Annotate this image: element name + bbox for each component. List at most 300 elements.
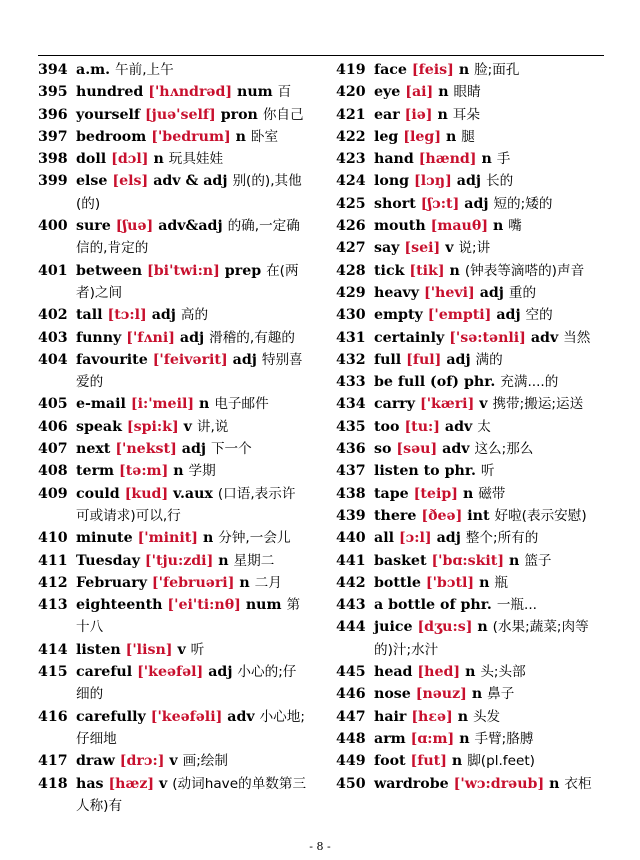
entry-number: 395 [38, 84, 68, 101]
entry-part-of-speech: v [445, 240, 454, 257]
entry-meaning: 午前,上午 [115, 62, 174, 78]
entry-phonetic: [juə'self] [144, 106, 216, 123]
entry-part-of-speech: adj [436, 530, 461, 547]
entry-number: 409 [38, 485, 68, 502]
entry-number: 394 [38, 62, 68, 78]
entry-word: tall [76, 307, 103, 324]
entry-part-of-speech: v [183, 418, 192, 435]
entry-number: 450 [336, 775, 366, 792]
entry-word: mouth [374, 218, 426, 235]
entry-phonetic: [sei] [404, 240, 441, 257]
entry-number: 408 [38, 463, 68, 480]
vocab-entry [38, 438, 308, 460]
entry-number: 447 [336, 708, 366, 725]
entry-word: bedroom [76, 128, 147, 145]
entry-word: careful [76, 664, 133, 681]
entry-phonetic: [els] [112, 173, 149, 190]
vocab-entry [38, 327, 308, 349]
entry-phonetic: [tu:] [404, 418, 440, 435]
entry-phonetic: ['wɔ:drəub] [453, 775, 545, 792]
entry-number: 441 [336, 552, 366, 569]
vocab-entry [336, 126, 606, 148]
vocab-entry [38, 572, 308, 594]
entry-meaning: 画;绘制 [182, 753, 228, 770]
entry-phonetic: ['ei'ti:nθ] [167, 597, 241, 614]
entry-meaning: 电子邮件 [214, 396, 269, 413]
vocab-entry [38, 750, 308, 772]
entry-number: 417 [38, 753, 68, 770]
vocab-entry [336, 683, 606, 705]
entry-number: 411 [38, 552, 68, 569]
entry-meaning: 当然 [563, 329, 591, 346]
entry-number: 415 [38, 664, 68, 681]
vocab-entry [336, 215, 606, 237]
entry-number: 445 [336, 664, 366, 681]
vocab-entry [336, 438, 606, 460]
entry-phonetic: [nəuz] [415, 686, 467, 703]
entry-part-of-speech: n [477, 619, 488, 636]
entry-number: 446 [336, 686, 366, 703]
entry-number: 412 [38, 574, 68, 591]
vocab-entry [336, 460, 606, 482]
entry-meaning: 说;讲 [458, 240, 491, 257]
entry-part-of-speech: n [218, 552, 229, 569]
entry-meaning: 头;头部 [480, 664, 526, 681]
entry-part-of-speech: n [446, 128, 457, 145]
entry-part-of-speech: n [202, 530, 214, 547]
vocab-entry [336, 483, 606, 505]
entry-word: head [374, 664, 413, 681]
entry-meaning: 好啦(表示安慰) [494, 507, 587, 524]
entry-meaning: 篮子 [524, 552, 552, 569]
entry-part-of-speech: n [458, 62, 470, 78]
entry-part-of-speech: phr. [460, 597, 492, 614]
vocab-entry [38, 59, 308, 81]
entry-number: 425 [336, 195, 366, 212]
entry-phonetic: [hed] [417, 664, 461, 681]
entry-number: 423 [336, 151, 366, 168]
entry-word: doll [76, 151, 107, 168]
entry-part-of-speech: num [237, 84, 273, 101]
entry-meaning: 听 [480, 463, 495, 480]
entry-meaning: 重的 [508, 284, 537, 301]
entry-phonetic: ['tju:zdi] [144, 552, 214, 569]
entry-phonetic: [hæz] [108, 775, 155, 792]
vocab-entry [38, 706, 308, 751]
entry-number: 414 [38, 641, 68, 658]
entry-number: 422 [336, 128, 366, 145]
entry-phonetic: ['keəfəl] [137, 664, 204, 681]
entry-word: next [76, 441, 111, 458]
entry-meaning: 脚(pl.feet) [467, 753, 535, 770]
entry-word: e-mail [76, 396, 126, 413]
entry-meaning: 的确,一定确信的,肯定的 [76, 218, 300, 257]
entry-phonetic: [dʒu:s] [417, 619, 473, 636]
entry-meaning: 二月 [254, 574, 282, 591]
entry-part-of-speech: n [549, 775, 560, 792]
entry-phonetic: ['lisn] [125, 641, 173, 658]
entry-meaning: 听 [190, 641, 205, 658]
entry-phonetic: [ful] [406, 351, 442, 368]
entry-meaning: 小心的;仔细的 [76, 664, 297, 703]
entry-word: listen to [374, 463, 440, 480]
entry-phonetic: [lɔŋ] [414, 173, 452, 190]
entry-number: 406 [38, 418, 68, 435]
entry-meaning: 满的 [475, 351, 503, 368]
entry-part-of-speech: v [169, 753, 178, 770]
entry-word: too [374, 418, 400, 435]
entry-meaning: 第十八 [76, 597, 301, 636]
entry-word: leg [374, 128, 399, 145]
entry-meaning: 头发 [472, 708, 501, 725]
entry-phonetic: [teip] [413, 485, 458, 502]
entry-part-of-speech: n [438, 84, 449, 101]
entry-part-of-speech: v.aux [173, 485, 213, 502]
entry-part-of-speech: n [509, 552, 520, 569]
vocab-entry [38, 550, 308, 572]
entry-part-of-speech: adj [446, 351, 471, 368]
entry-part-of-speech: n [462, 485, 474, 502]
entry-phonetic: ['februəri] [151, 574, 235, 591]
entry-word: term [76, 463, 115, 480]
entry-meaning: 嘴 [508, 218, 522, 235]
entry-number: 420 [336, 84, 366, 101]
vocab-entry [336, 59, 606, 81]
entry-phonetic: ['keəfəli] [150, 708, 223, 725]
entry-number: 401 [38, 262, 68, 279]
entry-meaning: 手臂;胳膊 [474, 730, 534, 747]
entry-number: 430 [336, 307, 366, 324]
entry-number: 418 [38, 775, 68, 792]
entry-number: 429 [336, 284, 366, 301]
vocab-entry [336, 237, 606, 259]
entry-part-of-speech: adv & adj [153, 173, 228, 190]
entry-meaning: 耳朵 [452, 106, 480, 123]
vocab-entry [336, 193, 606, 215]
entry-word: hundred [76, 84, 144, 101]
entry-meaning: 分钟,一会儿 [218, 530, 291, 547]
entry-phonetic: ['minit] [137, 530, 199, 547]
entry-phonetic: [ʃuə] [115, 218, 154, 235]
entry-meaning: 你自己 [262, 106, 304, 123]
entry-word: listen [76, 641, 121, 658]
entry-meaning: 滑稽的,有趣的 [209, 329, 295, 346]
entry-number: 437 [336, 463, 366, 480]
entry-number: 444 [336, 619, 366, 636]
entry-number: 449 [336, 753, 366, 770]
vocab-entry [38, 393, 308, 415]
entry-meaning: 鼻子 [487, 686, 515, 703]
entry-meaning: 衣柜 [564, 775, 592, 792]
entry-word: long [374, 173, 410, 190]
entry-word: short [374, 195, 416, 212]
entry-word: could [76, 485, 120, 502]
entry-part-of-speech: adj [181, 441, 206, 458]
vocab-entry [336, 616, 606, 661]
entry-meaning: 讲,说 [196, 418, 229, 435]
vocab-entry [38, 460, 308, 482]
entry-number: 404 [38, 351, 68, 368]
entry-number: 448 [336, 730, 366, 747]
entry-word: carry [374, 396, 416, 413]
vocab-entry [336, 170, 606, 192]
entry-phonetic: ['feivərit] [152, 351, 228, 368]
vocab-entry [336, 282, 606, 304]
vocab-entry [336, 773, 606, 795]
vocab-entry [336, 527, 606, 549]
vocab-entry [336, 349, 606, 371]
entry-word: favourite [76, 351, 148, 368]
entry-part-of-speech: prep [224, 262, 262, 279]
entry-part-of-speech: n [437, 106, 448, 123]
entry-word: draw [76, 753, 115, 770]
entry-meaning: 下一个 [210, 441, 252, 458]
vocab-entry [336, 750, 606, 772]
entry-meaning: (动词have的单数第三人称)有 [76, 775, 307, 814]
entry-meaning: 学期 [188, 463, 216, 480]
entry-word: so [374, 441, 392, 458]
entry-number: 443 [336, 597, 366, 614]
entry-number: 438 [336, 485, 366, 502]
vocab-entry [38, 661, 308, 706]
vocab-entry [38, 170, 308, 215]
entry-meaning: 短的;矮的 [493, 195, 553, 212]
entry-part-of-speech: n [479, 574, 490, 591]
entry-part-of-speech: n [481, 151, 492, 168]
vocab-entry [38, 349, 308, 394]
entry-number: 410 [38, 530, 68, 547]
entry-part-of-speech: adj [456, 173, 482, 190]
entry-number: 435 [336, 418, 366, 435]
entry-phonetic: ['hʌndrəd] [148, 84, 233, 101]
entry-word: Tuesday [76, 552, 140, 569]
entry-meaning: (水果;蔬菜;肉等的)汁;水汁 [374, 619, 589, 658]
entry-meaning: 百 [277, 84, 292, 101]
entry-meaning: 别(的),其他(的) [76, 173, 302, 212]
entry-meaning: 空的 [525, 307, 553, 324]
entry-phonetic: [ʃɔ:t] [420, 195, 460, 212]
entry-part-of-speech: n [493, 218, 504, 235]
entry-part-of-speech: adv [442, 441, 470, 458]
vocab-entry [336, 104, 606, 126]
right-column [336, 59, 606, 795]
entry-phonetic: [tə:m] [119, 463, 169, 480]
vocab-entry [38, 104, 308, 126]
entry-part-of-speech: adj [464, 195, 489, 212]
entry-part-of-speech: n [199, 396, 210, 413]
entry-word: else [76, 173, 108, 190]
entry-number: 433 [336, 374, 366, 391]
entry-number: 436 [336, 441, 366, 458]
entry-meaning: 特别喜爱的 [76, 351, 303, 391]
entry-meaning: 玩具娃娃 [168, 151, 224, 168]
vocab-entry [336, 550, 606, 572]
entry-meaning: 小心地;仔细地 [76, 708, 305, 747]
vocab-entry [38, 215, 308, 260]
entry-number: 402 [38, 307, 68, 324]
entry-phonetic: ['bɑ:skit] [431, 552, 505, 569]
entry-part-of-speech: num [245, 597, 282, 614]
entry-number: 419 [336, 62, 366, 78]
entry-word: wardrobe [374, 775, 449, 792]
vocab-entry [336, 505, 606, 527]
entry-meaning: 携带;搬运;运送 [492, 396, 584, 413]
entry-phonetic: [spi:k] [126, 418, 179, 435]
entry-phonetic: [fut] [410, 753, 447, 770]
entry-phonetic: ['fʌni] [126, 329, 175, 346]
entry-meaning: 充满....的 [500, 374, 559, 391]
entry-word: certainly [374, 329, 445, 346]
entry-meaning: 在(两者)之间 [76, 262, 299, 301]
vocab-entry [336, 304, 606, 326]
entry-word: carefully [76, 708, 146, 725]
entry-word: eighteenth [76, 597, 163, 614]
entry-phonetic: [leg] [403, 128, 442, 145]
entry-part-of-speech: n [153, 151, 164, 168]
entry-word: face [374, 62, 407, 78]
entry-word: hand [374, 151, 414, 168]
entry-number: 439 [336, 507, 366, 524]
entry-number: 403 [38, 329, 68, 346]
vocab-entry [38, 304, 308, 326]
entry-word: eye [374, 84, 401, 101]
vocab-entry [336, 728, 606, 750]
vocab-entry [336, 594, 606, 616]
entry-part-of-speech: n [459, 730, 470, 747]
right-entry-list [336, 59, 606, 795]
entry-meaning: 星期二 [233, 552, 275, 569]
left-entry-list [38, 59, 308, 817]
entry-phonetic: ['kæri] [419, 396, 475, 413]
page-number: - 8 - [309, 840, 331, 853]
entry-number: 397 [38, 128, 68, 145]
vocab-entry [38, 773, 308, 818]
entry-phonetic: ['hevi] [423, 284, 475, 301]
entry-number: 428 [336, 262, 366, 279]
entry-part-of-speech: pron [220, 106, 258, 123]
entry-phonetic: [tik] [409, 262, 445, 279]
entry-meaning: 这么;那么 [474, 441, 534, 458]
entry-meaning: 脸;面孔 [474, 62, 520, 78]
entry-phonetic: [ɔ:l] [398, 530, 432, 547]
entry-meaning: 眼睛 [453, 84, 481, 101]
entry-part-of-speech: n [239, 574, 250, 591]
entry-part-of-speech: v [479, 396, 488, 413]
vocab-entry [336, 706, 606, 728]
entry-part-of-speech: n [235, 128, 246, 145]
entry-meaning: 瓶 [494, 574, 508, 591]
entry-word: ear [374, 106, 400, 123]
entry-phonetic: ['bɔtl] [425, 574, 475, 591]
entry-number: 413 [38, 597, 68, 614]
entry-meaning: 手 [496, 151, 511, 168]
entry-word: yourself [76, 106, 141, 123]
entry-meaning: 高的 [180, 307, 209, 324]
entry-number: 407 [38, 441, 68, 458]
entry-word: basket [374, 552, 427, 569]
vocab-entry [38, 594, 308, 639]
entry-meaning: 卧室 [250, 128, 279, 145]
entry-part-of-speech: n [457, 708, 469, 725]
entry-number: 431 [336, 329, 366, 346]
entry-part-of-speech: phr. [444, 463, 476, 480]
entry-part-of-speech: phr. [463, 374, 496, 391]
entry-part-of-speech: adj [496, 307, 521, 324]
entry-number: 396 [38, 106, 68, 123]
entry-meaning: 一瓶... [496, 597, 537, 614]
entry-word: there [374, 507, 417, 524]
entry-meaning: 长的 [485, 173, 514, 190]
entry-meaning: 太 [477, 418, 491, 435]
vocab-entry [38, 260, 308, 305]
entry-phonetic: [mauθ] [430, 218, 489, 235]
entry-part-of-speech: n [471, 686, 483, 703]
entry-part-of-speech: int [467, 507, 490, 524]
vocab-entry [336, 416, 606, 438]
entry-phonetic: [hænd] [418, 151, 477, 168]
vocab-entry [336, 371, 606, 393]
entry-word: foot [374, 753, 406, 770]
entry-word: between [76, 262, 143, 279]
entry-part-of-speech: adj [232, 351, 257, 368]
vocab-entry [38, 639, 308, 661]
entry-part-of-speech: n [173, 463, 184, 480]
vocab-entry [336, 661, 606, 683]
entry-word: nose [374, 686, 411, 703]
entry-word: arm [374, 730, 406, 747]
entry-word: bottle [374, 574, 421, 591]
entry-word: a.m. [76, 62, 111, 78]
entry-phonetic: [i:'meil] [130, 396, 195, 413]
entry-word: sure [76, 218, 111, 235]
entry-word: tick [374, 262, 405, 279]
vocab-entry [336, 81, 606, 103]
entry-word: all [374, 530, 394, 547]
entry-number: 399 [38, 173, 68, 190]
entry-word: tape [374, 485, 409, 502]
entry-part-of-speech: v [159, 775, 168, 792]
entry-part-of-speech: n [449, 262, 460, 279]
entry-part-of-speech: adj [151, 307, 176, 324]
entry-phonetic: [tɔ:l] [107, 307, 147, 324]
entry-word: hair [374, 708, 407, 725]
entry-number: 440 [336, 530, 366, 547]
vocab-entry [38, 527, 308, 549]
entry-part-of-speech: v [177, 641, 186, 658]
entry-meaning: (口语,表示许可或请求)可以,行 [76, 485, 296, 524]
vocab-entry [38, 416, 308, 438]
entry-part-of-speech: adv [444, 418, 473, 435]
entry-word: empty [374, 307, 423, 324]
entry-part-of-speech: n [465, 664, 476, 681]
entry-phonetic: [drɔ:] [119, 753, 165, 770]
entry-number: 442 [336, 574, 366, 591]
entry-meaning: (钟表等滴嗒的)声音 [464, 262, 585, 279]
entry-part-of-speech: adv&adj [158, 218, 223, 235]
vocab-entry [38, 148, 308, 170]
entry-word: February [76, 574, 147, 591]
entry-word: funny [76, 329, 122, 346]
entry-word: juice [374, 619, 413, 636]
entry-phonetic: [kud] [124, 485, 169, 502]
entry-part-of-speech: adj [479, 284, 504, 301]
entry-word: has [76, 775, 104, 792]
entry-word: be full (of) [374, 374, 460, 391]
entry-word: heavy [374, 284, 420, 301]
entry-number: 405 [38, 396, 68, 413]
entry-number: 426 [336, 218, 366, 235]
entry-number: 416 [38, 708, 68, 725]
